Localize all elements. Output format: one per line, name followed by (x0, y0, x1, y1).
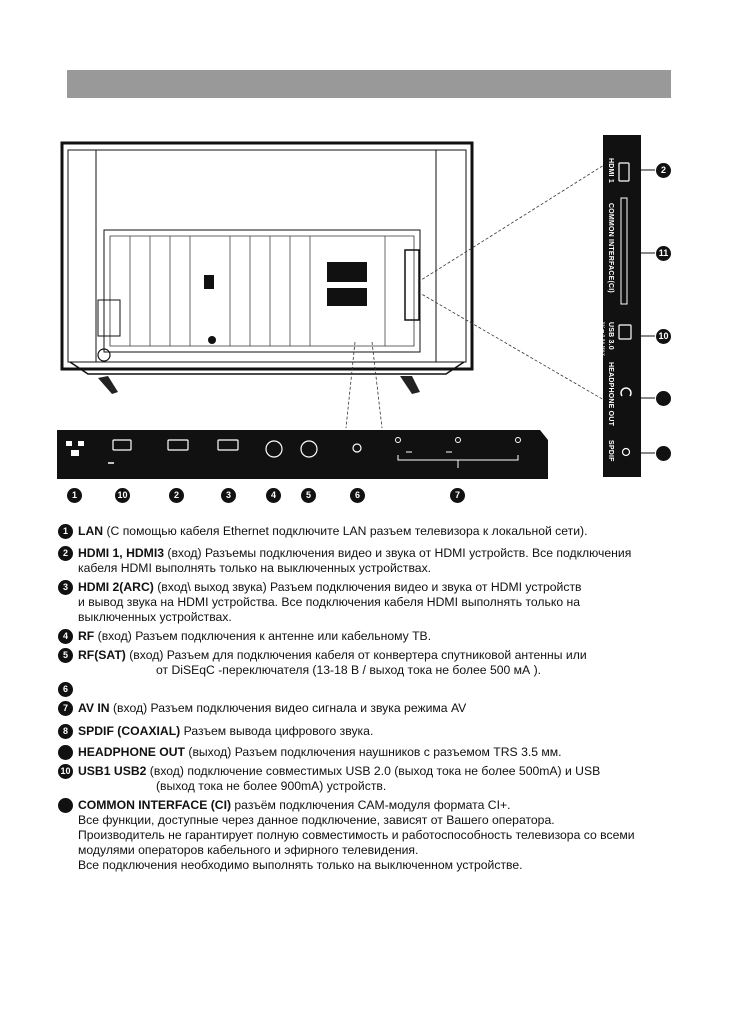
desc-title: RF(SAT) (78, 648, 126, 662)
bottom-callout-usb: 10 (115, 488, 130, 503)
bottom-callout-hdmi2: 3 (221, 488, 236, 503)
desc-item (58, 524, 728, 539)
side-label-usb3: USB 3.0 (607, 322, 614, 350)
desc-item (58, 701, 728, 716)
desc-text: (вход) Разъем подключения видео сигнала и звука режима AV (113, 701, 467, 715)
desc-title: COMMON INTERFACE (CI) (78, 798, 232, 812)
desc-item (58, 682, 728, 697)
desc-item (58, 745, 728, 760)
desc-text: Производитель не гарантирует полную совместимость и работоспособность телевизора со всеми (78, 828, 635, 842)
bottom-callout-6: 6 (350, 488, 365, 503)
desc-number (58, 798, 73, 813)
tv-back-outline (62, 143, 472, 394)
desc-number: 2 (58, 546, 73, 561)
connector-descriptions (58, 524, 728, 873)
side-label-spdif: SPDIF (607, 440, 614, 462)
side-callout-hdmi1: 2 (656, 163, 671, 178)
desc-item (58, 580, 728, 625)
desc-text: (вход\ выход звука) Разъем подключения видео и звука от HDMI устройств (157, 580, 582, 594)
desc-text: разъём подключения CAM-модуля формата CI+. (234, 798, 511, 812)
desc-title: SPDIF (COAXIAL) (78, 724, 181, 738)
desc-text: Все подключения необходимо выполнять только на выключенном устройстве. (78, 858, 523, 872)
bottom-connector-panel (57, 430, 548, 479)
bottom-callout-rf: 4 (266, 488, 281, 503)
desc-number: 3 (58, 580, 73, 595)
side-callout-spdif (656, 446, 671, 461)
side-callout-usb3: 10 (656, 329, 671, 344)
desc-item (58, 629, 728, 644)
side-callout-headphone (656, 391, 671, 406)
desc-text: и вывод звука на HDMI устройства. Все подключения кабеля HDMI выполнять только на (78, 595, 581, 609)
desc-item (58, 546, 728, 576)
desc-text: (вход) Разъем подключения к антенне или кабельному ТВ. (97, 629, 432, 643)
side-label-usb3-sub: 5V ⎓ 0.9A MAX (601, 322, 606, 357)
desc-item (58, 648, 728, 678)
desc-item (58, 764, 728, 794)
desc-title: RF (78, 629, 95, 643)
desc-title: LAN (78, 524, 104, 538)
desc-text: (вход) Разъем для подключения кабеля от конвертера спутниковой антенны или (129, 648, 587, 662)
bottom-callout-rf-sat: 5 (301, 488, 316, 503)
desc-text: Все функции, доступные через данное подключение, зависят от Вашего оператора. (78, 813, 555, 827)
desc-text: Разъем вывода цифрового звука. (183, 724, 374, 738)
desc-number (58, 745, 73, 760)
desc-text: (вход) подключение совместимых USB 2.0 (выход тока не более 500mA) и USB (149, 764, 601, 778)
bottom-callout-lan: 1 (67, 488, 82, 503)
desc-text: (выход тока не более 900mA) устройств. (156, 779, 387, 793)
desc-text: (С помощью кабеля Ethernet подключите LAN разъем телевизора к локальной сети). (106, 524, 588, 538)
desc-title: AV IN (78, 701, 110, 715)
desc-text: (вход) Разъемы подключения видео и звука от HDMI устройств. Все подключения (167, 546, 632, 560)
desc-number: 7 (58, 701, 73, 716)
desc-text: модулями операторов кабельного и эфирного телевидения. (78, 843, 419, 857)
desc-number: 5 (58, 648, 73, 663)
side-label-hdmi1: HDMI 1 (607, 158, 614, 183)
side-callout-ci: 11 (656, 246, 671, 261)
desc-title: HDMI 2(ARC) (78, 580, 154, 594)
desc-item (58, 724, 728, 739)
desc-number: 6 (58, 682, 73, 697)
desc-text: (выход) Разъем подключения наушников с разъемом TRS 3.5 мм. (188, 745, 562, 759)
side-label-common-interface: COMMON INTERFACE(CI) (607, 203, 614, 293)
desc-title: USB1 USB2 (78, 764, 147, 778)
side-label-headphone-out: HEADPHONE OUT (607, 362, 614, 427)
bottom-callout-av: 7 (450, 488, 465, 503)
desc-text: от DiSEqC -переключателя (13-18 В / выход тока не более 500 мА ). (156, 663, 542, 677)
desc-number: 4 (58, 629, 73, 644)
desc-number: 8 (58, 724, 73, 739)
desc-title: HDMI 1, HDMI3 (78, 546, 164, 560)
desc-item (58, 798, 728, 873)
desc-text: выключенных устройствах. (78, 610, 232, 624)
bottom-callout-hdmi: 2 (169, 488, 184, 503)
desc-title: HEADPHONE OUT (78, 745, 185, 759)
desc-number: 10 (58, 764, 73, 779)
desc-text: кабеля HDMI выполнять только на выключенных устройствах. (78, 561, 432, 575)
desc-number: 1 (58, 524, 73, 539)
